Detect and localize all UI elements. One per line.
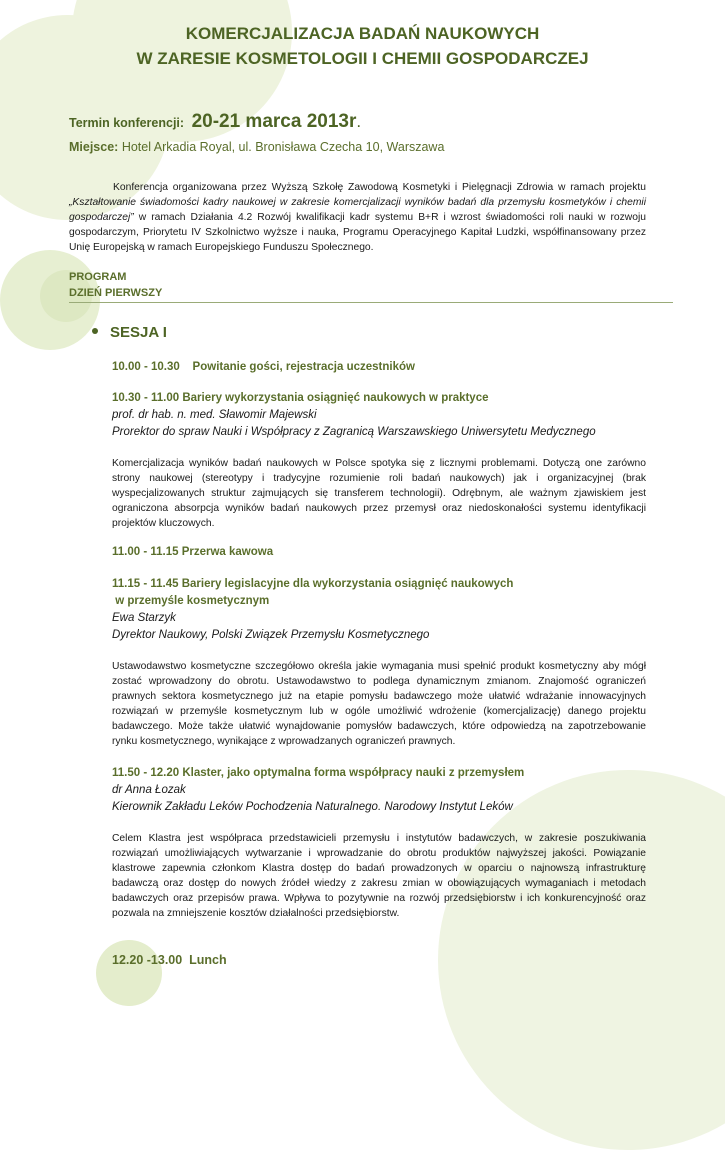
date-dot: . — [356, 112, 362, 131]
speaker-role: Kierownik Zakładu Leków Pochodzenia Naturalnego. Narodowy Instytut Leków — [112, 801, 513, 813]
conference-venue — [69, 140, 444, 154]
program-heading — [69, 269, 162, 301]
session-heading — [92, 324, 167, 341]
speaker-name: prof. dr hab. n. med. Sławomir Majewski — [112, 409, 317, 421]
agenda-item-welcome — [112, 359, 652, 376]
date-value: 20-21 marca 2013r — [191, 111, 357, 132]
agenda-item-head: 11.50 - 12.20 Klaster, jako optymalna forma współpracy nauki z przemysłem — [112, 767, 525, 779]
document-title — [0, 21, 725, 71]
venue-label: Miejsce: — [69, 140, 119, 154]
speaker-role: Prorektor do spraw Nauki i Współpracy z Zagranicą Warszawskiego Uniwersytetu Medycznego — [112, 426, 596, 438]
session-label: SESJA I — [110, 324, 167, 341]
agenda-item-description: Celem Klastra jest współpraca przedstawicieli przemysłu i instytutów badawczych, w zakresie poszukiwania rozwiązań umożliwiających wytwarzanie i wprowadzanie do obrotu produktów najwyższej jakości. Powiązanie klastrowe zapewnia członkom Klastra dostęp do badań prowadzonych w oparciu o najnowszą infrastrukturę badawczą oraz dostęp do nowych źródeł wiedzy z zakresu zmian w obowiązujących wymaganiach i metodach badawczych oraz przepisów prawa. Wpływa to pozytywnie na rozwój przedsiębiorstw i ich konkurencyjność oraz pozwala na zmniejszenie kosztów działalności przedsiębiorstw. — [112, 833, 646, 919]
agenda-item-legislation — [112, 576, 652, 644]
title-line-1: KOMERCJALIZACJA BADAŃ NAUKOWYCH — [185, 24, 540, 43]
speaker-role: Dyrektor Naukowy, Polski Związek Przemysłu Kosmetycznego — [112, 629, 430, 641]
agenda-item-head: 10.00 - 10.30 Powitanie gości, rejestracja uczestników — [112, 361, 415, 373]
divider — [69, 302, 673, 303]
venue-value: Hotel Arkadia Royal, ul. Bronisława Czecha 10, Warszawa — [118, 140, 445, 154]
agenda-item-barriers — [112, 390, 652, 441]
agenda-item-head: 10.30 - 11.00 Bariery wykorzystania osiągnięć naukowych w praktyce — [112, 392, 489, 404]
intro-text-end: w ramach Działania 4.2 Rozwój kwalifikacji kadr systemu B+R i wzrost świadomości roli nauki w rozwoju gospodarczym, Priorytetu IV Szkolnictwo wyższe i nauka, Programu Operacyjnego Kapitał Ludzki, współfinansowany przez Unię Europejską w ramach Europejskiego Funduszu Społecznego. — [69, 212, 646, 253]
agenda-item-lunch — [112, 952, 652, 969]
agenda-item-head: 11.15 - 11.45 Bariery legislacyjne dla wykorzystania osiągnięć naukowych — [112, 578, 514, 590]
agenda-item-coffee — [112, 544, 652, 561]
day-label: DZIEŃ PIERWSZY — [69, 287, 163, 299]
bullet-icon — [92, 328, 98, 334]
agenda-item-head: 11.00 - 11.15 Przerwa kawowa — [112, 546, 274, 558]
agenda-item-description: Ustawodawstwo kosmetyczne szczegółowo określa jakie wymagania musi spełnić produkt kosmetyczny aby mógł zostać wprowadzony do obrotu. Ustawodawstwo to podlega dynamicznym zmianom. Znajomość ograniczeń prawnych sektora kosmetycznego już na etapie pomysłu badawczego może ułatwić wdrażanie innowacyjnych rozwiązań w przemyśle kosmetycznym lub w ogóle umożliwić wdrożenie (komercjalizację) danego projektu badawczego. Może także ułatwić wynajdowanie pomysłów badawczych, które odpowiedzą na zapotrzebowanie rynku kosmetycznego, wynikające z wprowadzanych ograniczeń prawnych. — [112, 661, 646, 747]
date-label: Termin konferencji: — [69, 116, 185, 130]
agenda-item-head: 12.20 -13.00 Lunch — [112, 953, 227, 967]
conference-date — [69, 111, 361, 133]
intro-text: Konferencja organizowana przez Wyższą Szkołę Zawodową Kosmetyki i Pielęgnacji Zdrowia w ramach projektu — [113, 182, 646, 193]
speaker-name: dr Anna Łozak — [112, 784, 186, 796]
speaker-name: Ewa Starzyk — [112, 612, 176, 624]
program-label: PROGRAM — [69, 271, 127, 283]
project-title: „Kształtowanie świadomości kadry naukowej w zakresie komercjalizacji wyników badań dla przemysłu kosmetyków i chemii gospodarczej” — [69, 197, 646, 223]
agenda-item-cluster — [112, 765, 652, 816]
title-line-2: W ZARESIE KOSMETOLOGII I CHEMII GOSPODARCZEJ — [136, 49, 589, 68]
agenda-item-description: Komercjalizacja wyników badań naukowych w Polsce spotyka się z licznymi problemami. Dotyczą one zarówno strony naukowej (stereotypy i tradycyjne rozumienie roli badań naukowych) jak i organizacyjnej (brak wyspecjalizowanych struktur zajmujących się transferem technologii). Odrębnym, ale ważnym zjawiskiem jest ograniczona absorpcja wyników badań naukowych przez przemysł oraz niedoskonałości systemu identyfikacji projektów kluczowych. — [112, 458, 646, 529]
agenda-item-head-cont: w przemyśle kosmetycznym — [112, 595, 270, 607]
intro-paragraph — [69, 180, 646, 255]
